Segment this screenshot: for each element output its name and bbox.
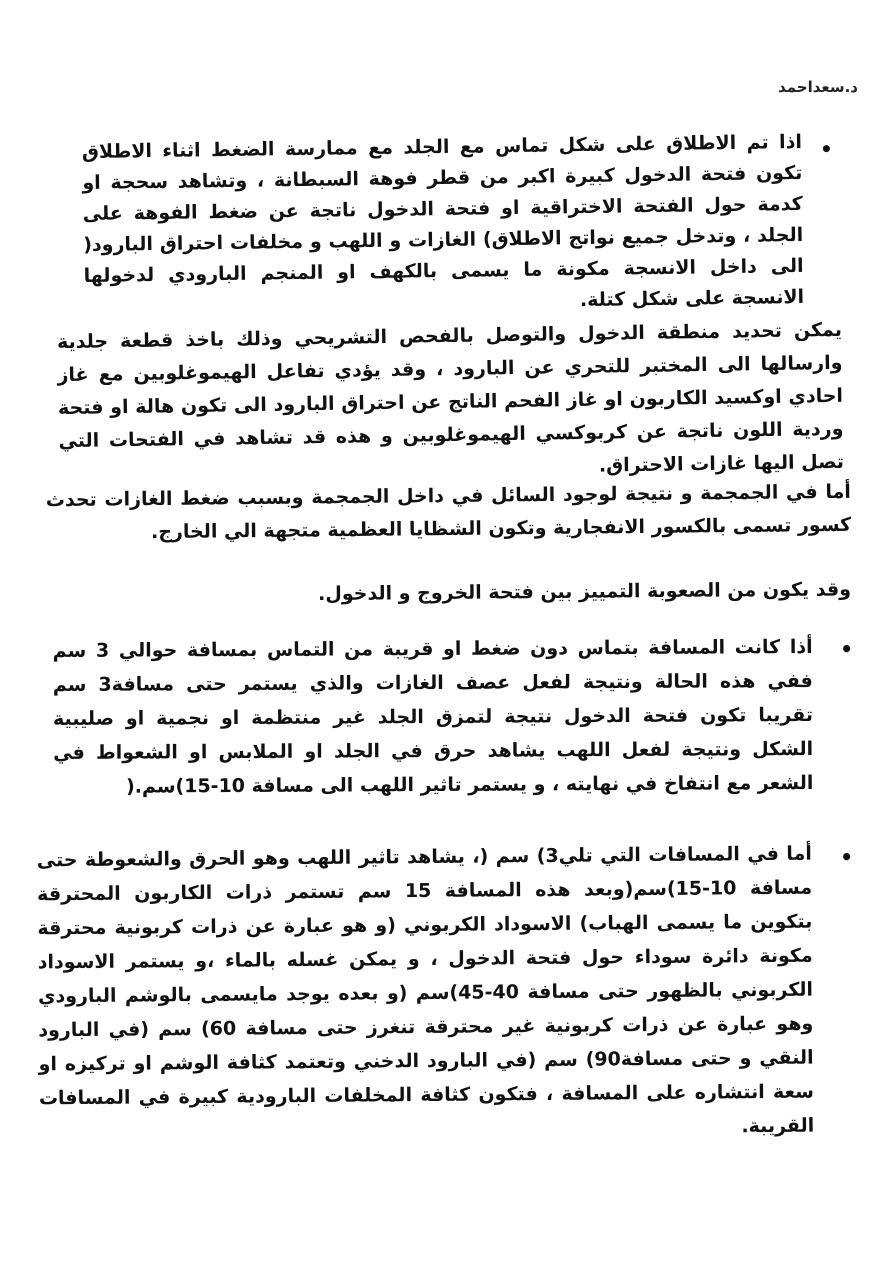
paragraph-distant-shot: أما في المسافات التي تلي3) سم (، يشاهد تاثير اللهب وهو الحرق والشعوطة حتى مسافة 10-15)سم(وبعد هذه المسافة 15 سم تستمر ذرات الكاربون المحترقة بتكوين ما يسمى الهباب) الاسوداد الكربوني (و هو عبارة عن ذرات كربونية محترقة مكونة دائرة سوداء حول فتحة الدخول ، و يمكن غسله بالماء ،و يستمر الاسوداد الكربوني بالظهور حتى مسافة 40-45)سم (و بعده يوجد مايسمى بالوشم البارودي وهو عبارة عن ذرات كربونية غير محترقة تنغرز حتى مسافة 60) سم (في البارود النقي و حتى مسافة90) سم (في البارود الدخني وتعتمد كثافة الوشم او تركيزه او سعة انتشاره على المسافة ، فتكون كثافة المخلفات البارودية كبيرة في المسافات القريبة. [36, 842, 815, 1138]
paragraph-near-contact-shot: أذا كانت المسافة بتماس دون ضغط او قريبة من التماس بمسافة حوالي 3 سم ففي هذه الحالة ونتيجة لفعل عصف الغازات والذي يستمر حتى مسافة3 سم تقريبا تكون فتحة الدخول نتيجة لتمزق الجلد غير منتظمة او نجمية او صليبية الشكل ونتيجة لفعل اللهب يشاهد حرق في الجلد او الملابس او الشعواط في الشعر مع انتفاخ في نهايته ، و يستمر تاثير اللهب الى مسافة 10-15)سم.( [52, 636, 814, 798]
author-name: د.سعداحمد [778, 78, 858, 96]
paragraph-distinction-difficulty: وقد يكون من الصعوبة التمييز بين فتحة الخروج و الدخول. [318, 578, 852, 606]
paragraph-entry-identification: يمكن تحديد منطقة الدخول والتوصل بالفحص التشريحي وذلك باخذ قطعة جلدية وارسالها الى المختبر للتحري عن البارود ، وقد يؤدي تفاعل الهيموغلوبين مع غاز احادي اوكسيد الكاربون او غاز الفحم الناتج عن احتراق البارود الى تكون هالة او فتحة وردية اللون ناتجة عن كربوكسي الهيموغلوبين و هذه قد تشاهد في الفتحات التي تصل اليها غازات الاحتراق. [56, 318, 845, 477]
paragraph-contact-shot: اذا تم الاطلاق على شكل تماس مع الجلد مع ممارسة الضغط اثناء الاطلاق تكون فتحة الدخول كبيرة اكبر من قطر فوهة السبطانة ، وتشاهد سحجة او كدمة حول الفتحة الاختراقية او فتحة الدخول ناتجة عن ضغط الفوهة على الجلد ، وتدخل جميع نواتج الاطلاق) الغازات و اللهب و مخلفات احتراق البارود( الى داخل الانسجة مكونة ما يسمى بالكهف او المنجم البارودي لدخولها الانسجة على شكل كتلة. [81, 130, 805, 312]
bullet-point: • [840, 845, 853, 869]
bullet-point: • [840, 637, 853, 661]
bullet-point: • [820, 136, 834, 162]
paragraph-skull-fractures: أما في الجمجمة و نتيجة لوجود السائل في داخل الجمجمة وبسبب ضغط الغازات تحدث كسور تسمى بالكسور الانفجارية وتكون الشظايا العظمية متجهة الي الخارج. [45, 480, 852, 544]
